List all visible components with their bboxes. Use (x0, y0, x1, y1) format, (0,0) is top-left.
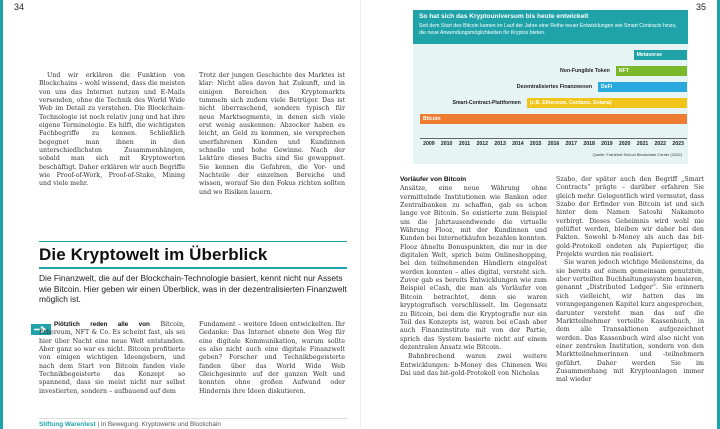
year-tick-label: 2011 (458, 141, 471, 147)
bar-bitcoin (420, 114, 687, 124)
right-paragraph-1: Ansätze, eine neue Währung ohne vermittelnde Institutionen wie Banken oder Zentralbanken zu schaffen, gab es schon lange vor Bitcoin. So existierte zum Beispiel um die Jahrtausendwende die virtuelle Währung Flooz, mit der Kundinnen und Kunden bei Internetkäufen bezahlen konnten. Flooz ähnelte Bonuspunkten, die nur in der digitalen Welt, sprich beim Onlineshopping, bei den teilnehmenden Händlern eingelöst werden konnten – alles digital, versteht sich. Zuvor gab es bereits Entwicklungen wie zum Beispiel eCash, die man als Vorläufer von Bitcoin betrachtet, denn sie waren kryptografisch verschlüsselt. Im Gegensatz zu Bitcoin, bei dem die Kryptografie nur ein Teil des Konzepts ist, waren bei eCash aber auch Finanzinstitute mit von der Partie, sprich das System basierte nicht auf einem dezentralen Ansatz wie Bitcoin. (400, 185, 547, 351)
year-tick-label: 2021 (636, 141, 649, 147)
year-tick-label: 2020 (618, 141, 631, 147)
year-tick-label: 2018 (583, 141, 595, 147)
section-rule-bottom (39, 267, 347, 269)
bar-metaverse (634, 50, 687, 60)
chart-title: So hat sich das Kryptouniversum bis heute entwickelt (419, 13, 589, 20)
footer-text: In Bewegung: Kryptowerte und Blockchain (100, 421, 221, 428)
bar-label: DeFi (601, 84, 613, 90)
footer-separator: | (97, 421, 100, 428)
section-title: Die Kryptowelt im Überblick (39, 245, 268, 264)
year-tick-label: 2015 (529, 141, 542, 147)
intro-column-1 (39, 72, 185, 189)
footer-rule (39, 418, 347, 419)
year-tick-label: 2013 (494, 141, 506, 147)
section-rule-top (39, 241, 347, 242)
body-paragraph-1 (39, 321, 185, 396)
footer-brand: Stiftung Warentest (39, 421, 96, 428)
chart-source: Quelle: Frankfurt School Blockchain Center (2022) (592, 152, 682, 157)
bar-label: Metaverse (636, 52, 662, 58)
intro-paragraph-1: Und wir erklären die Funktion von Blockchains – wohl wissend, dass die meisten von uns das Internet nutzen und E-Mails versenden, ohne die Technik des World Wide Web im Detail zu verstehen. Die Blockchain-Technologie ist noch relativ jung und hat ihre eigene Terminologie. Es hilft, die wichtigsten Fachbegriffe zu kennen. Schließlich begegnet man ihnen in den unterschiedlichsten Zusammenhängen, sobald man sich mit Kryptowerten beschäftigt. Daher erklären wir auch Begriffe wie Proof-of-Work, Proof-of-Stake, Mining und viele mehr. (39, 72, 185, 188)
bar-defi (598, 82, 687, 92)
timeline-chart (413, 10, 688, 164)
chart-axis (420, 138, 687, 139)
chart-subtitle: Seit dem Start des Bitcoin kamen im Lauf der Jahre eine Reihe neuer Entwicklungen wie Smart Contracts hinzu, die neue Anwendungsmöglichkeiten für Kryptos bieten. (419, 23, 677, 36)
body-paragraph-2: Fundament – weitere Ideen entwickelten. Ihr Gedanke: Das Internet ebnete den Weg für eine digitale Kommunikation, warum sollte es also nicht auch eine digitale Finanzwelt geben? Forscher und Technikbegeisterte fanden über das World Wide Web Gleichgesinnte auf der ganzen Welt und konnten ohne großen Aufwand oder Hindernis ihre Ideen diskutieren. (199, 321, 345, 395)
year-tick-label: 2023 (672, 141, 684, 147)
right-paragraph-2: Bahnbrechend waren zwei weitere Entwicklungen: b-Money des Chinesen Wei Dai und das bit-gold-Protokoll von Nicholas (400, 353, 547, 377)
section-lead: Die Finanzwelt, die auf der Blockchain-Technologie basiert, kennt nicht nur Assets wie Bitcoin. Hier geben wir einen Überblick, was in der dezentralisierten Finanzwelt möglich ist. (39, 273, 347, 305)
right-subhead: Vorläufer von Bitcoin (400, 176, 467, 183)
bar-label: NFT (618, 68, 629, 74)
year-tick-label: 2014 (512, 141, 524, 147)
year-tick-label: 2010 (440, 141, 453, 147)
body-text-1: Bitcoin, Ethereum, NFT & Co. Es scheint fast, als sei hier über Nacht eine neue Welt entstanden. Aber ganz so war es nicht. Bitcoin profitierte von einigen wichtigen Ideengebern, und nach dem Start von Bitcoin fanden viele Technikbegeisterte das Konzept so spannend, dass sie meist nicht nur selbst investierten, sondern – aufbauend auf dem (39, 321, 186, 395)
year-tick-label: 2009 (423, 141, 435, 147)
row-label: Dezentralisiertes Finanzwesen (516, 84, 592, 90)
body-lead-in: Plötzlich reden alle von (54, 321, 150, 328)
intro-paragraph-2: Trotz der jungen Geschichte des Marktes ist klar: Nicht alles davon hat Zukunft, und in einigen Bereichen des Kryptomarkts tummeln sich zudem viele Betrüger. Das ist nicht überraschend, sondern typisch für neue Marktsegmente, in denen sich viele erst wenig auskennen: Abzocker haben es leicht, an Geld zu kommen, sie versprechen unerfahrenen Kunden und Kundinnen schnelle und hohe Gewinne. Nach der Lektüre dieses Buchs sind Sie gewappnet. Sie kennen die Gefahren, die Vor- und Nachteile der einzelnen Bereiche und wissen, worauf Sie den Fokus richten sollten und wo Risiken lauern. (199, 72, 345, 196)
page-number-left: 34 (14, 2, 25, 12)
year-tick-label: 2016 (547, 141, 560, 147)
body-column-2 (199, 321, 345, 396)
footer (39, 421, 221, 428)
row-label: Smart-Contract-Plattformen (452, 100, 521, 106)
right-column-1 (400, 176, 547, 378)
page-number-right: 35 (696, 2, 707, 12)
right-paragraph-3: Szabo, der später auch den Begriff „Smart Contracts“ prägte – darüber erfahren Sie gleich mehr. Gelegentlich wird vermutet, dass Szabo der Erfinder von Bitcoin ist und sich hinter dem Namen Satoshi Nakamoto verbirgt. Dieses Geheimnis wird wohl nie gelüftet werden, bleiben wir daher bei den Fakten. Sowohl b-Money als auch das bit-gold-Protokoll endeten als Papiertiger, die Projekte wurden nie realisiert. (556, 176, 704, 259)
bar-z-b-ethereum-cardano-solana (527, 98, 687, 108)
bar-nft (616, 66, 687, 76)
year-tick-label: 2022 (654, 141, 667, 147)
year-tick-label: 2019 (601, 141, 613, 147)
chart-bars (413, 10, 688, 164)
bar-label: Bitcoin (423, 116, 441, 122)
left-page-edge (0, 0, 3, 429)
year-tick-label: 2012 (476, 141, 489, 147)
right-column-2 (556, 176, 704, 385)
bar-label: (z.B. Ethereum, Cardano, Solana) (529, 100, 612, 106)
row-label: Non-Fungible Token (560, 68, 610, 74)
intro-column-2 (199, 72, 345, 197)
page-gutter (360, 0, 361, 429)
right-paragraph-4: Sie waren jedoch wichtige Meilensteine, da sie bereits auf einem gemeinsam genutzten, aber verteilten Buchhaltungssystem basieren, genannt „Distributed Ledger“. Sie erinnern sich vielleicht, wir hatten das im vorangegangenen Kapitel kurz angesprochen, darunter versteht man das auf die Marktteilnehmer verteilte Kassenbuch, in dem alle Transaktionen aufgezeichnet werden. Das Kassenbuch wird also nicht von einer zentralen Institution, sondern von den Marktteilnehmerinnen und -teilnehmern geführt. Daher werden Sie im Zusammenhang mit Kryptoanlagen immer mal wieder (556, 259, 704, 384)
body-column-1 (39, 321, 185, 396)
year-tick-label: 2017 (565, 141, 578, 147)
